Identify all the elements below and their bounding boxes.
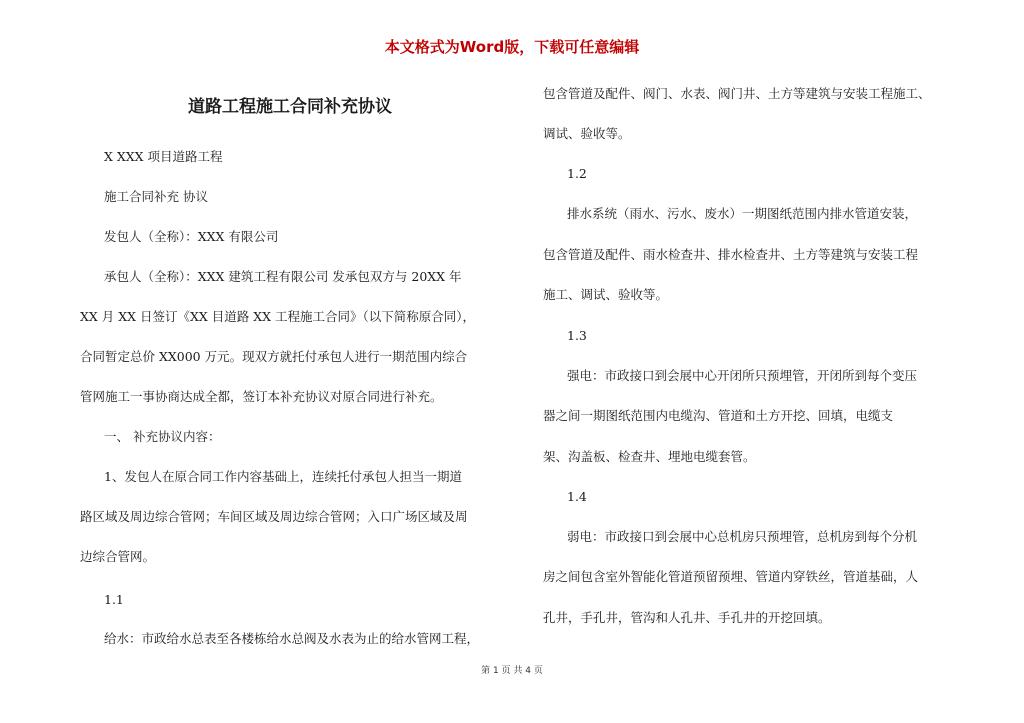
paragraph-line: X XXX 项目道路工程 [104,149,223,164]
paragraph-line: 施工合同补充 协议 [104,189,208,204]
paragraph-line: 架、沟盖板、检查井、埋地电缆套管。 [543,449,756,464]
paragraph-line: XX 月 XX 日签订《XX 目道路 XX 工程施工合同》（以下简称原合同）， [80,309,476,324]
clause-number: 1.3 [567,328,587,343]
paragraph-line: 承包人（全称）：XXX 建筑工程有限公司 发承包双方与 20XX 年 [104,269,462,284]
paragraph-line: 给水：市政给水总表至各楼栋给水总阀及水表为止的给水管网工程， [104,631,480,646]
paragraph-line: 1、发包人在原合同工作内容基础上，连续托付承包人担当一期道 [104,469,462,484]
paragraph-line: 器之间一期图纸范围内电缆沟、管道和土方开挖、回填，电缆支 [543,408,894,423]
paragraph-line: 弱电：市政接口到会展中心总机房只预埋管，总机房到每个分机 [567,529,918,544]
page-number: 第 1 页 共 4 页 [481,666,543,676]
paragraph-line: 强电：市政接口到会展中心开闭所只预埋管，开闭所到每个变压 [567,368,918,383]
paragraph-line: 合同暂定总价 XX000 万元。现双方就托付承包人进行一期范围内综合 [80,349,468,364]
paragraph-line: 管网施工一事协商达成全都，签订本补充协议对原合同进行补充。 [80,389,443,404]
paragraph-line: 孔井，手孔井，管沟和人孔井、手孔井的开挖回填。 [543,610,831,625]
clause-number: 1.2 [567,166,587,181]
download-banner: 本文格式为Word版，下载可任意编辑 [384,38,640,56]
paragraph-line: 发包人（全称）：XXX 有限公司 [104,229,279,244]
paragraph-line: 包含管道及配件、阀门、水表、阀门井、土方等建筑与安装工程施工、 [543,86,931,101]
clause-number: 1.4 [567,489,587,504]
paragraph-line: 边综合管网。 [80,549,156,564]
section-heading: 一、 补充协议内容： [104,429,221,444]
paragraph-line: 施工、调试、验收等。 [543,287,669,302]
paragraph-line: 排水系统（雨水、污水、废水）一期图纸范围内排水管道安装， [567,206,918,221]
paragraph-line: 包含管道及配件、雨水检查井、排水检查井、土方等建筑与安装工程 [543,247,919,262]
paragraph-line: 调试、验收等。 [543,126,631,141]
paragraph-line: 路区域及周边综合管网；车间区域及周边综合管网；入口广场区域及周 [80,509,468,524]
clause-number: 1.1 [104,592,124,607]
paragraph-line: 房之间包含室外智能化管道预留预埋、管道内穿铁丝，管道基础，人 [543,569,919,584]
document-title: 道路工程施工合同补充协议 [188,97,392,117]
